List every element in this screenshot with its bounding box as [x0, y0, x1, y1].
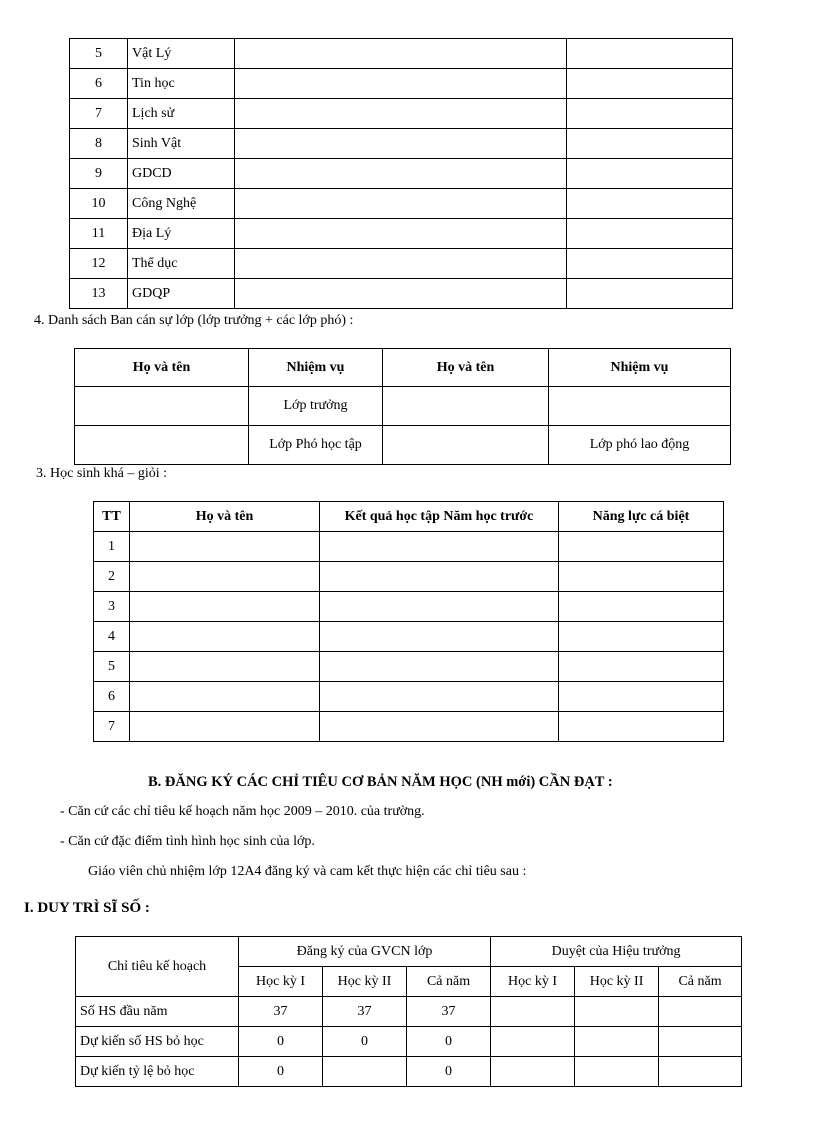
subject-name: Vật Lý: [128, 39, 235, 69]
subject-row: [70, 219, 733, 249]
class-size-value: [575, 997, 659, 1027]
officers-header-name-2: Họ và tên: [383, 349, 549, 387]
student-cell: [559, 652, 724, 682]
class-size-value: 0: [239, 1057, 323, 1087]
class-size-row: [76, 997, 742, 1027]
plan-header: Chỉ tiêu kế hoạch: [76, 937, 239, 997]
student-cell: [320, 712, 559, 742]
subject-name: GDQP: [128, 279, 235, 309]
student-row: [94, 652, 724, 682]
officers-header-duty-2: Nhiệm vụ: [549, 349, 731, 387]
class-size-value: 37: [239, 997, 323, 1027]
class-size-value: 0: [407, 1057, 491, 1087]
subject-row: [70, 159, 733, 189]
gvcn-group-header: Đăng ký của GVCN lớp: [239, 937, 491, 967]
subject-cell: [567, 279, 733, 309]
student-cell: [130, 682, 320, 712]
subject-cell: [235, 189, 567, 219]
class-size-label: Số HS đầu năm: [76, 997, 239, 1027]
subject-row: [70, 99, 733, 129]
subject-name: Tin học: [128, 69, 235, 99]
sub-header: Cả năm: [407, 967, 491, 997]
class-size-value: [491, 1027, 575, 1057]
subject-cell: [235, 159, 567, 189]
students-header-result: Kết quả học tập Năm học trước: [320, 502, 559, 532]
officers-cell: [383, 426, 549, 465]
section-i-heading: I. DUY TRÌ SĨ SỐ :: [24, 900, 150, 916]
class-size-value: 0: [323, 1027, 407, 1057]
principal-group-header: Duyệt của Hiệu trưởng: [491, 937, 742, 967]
student-number: 7: [94, 712, 130, 742]
subject-cell: [567, 189, 733, 219]
student-cell: [559, 532, 724, 562]
class-size-row: [76, 1027, 742, 1057]
part-b-title: B. ĐĂNG KÝ CÁC CHỈ TIÊU CƠ BẢN NĂM HỌC (NH mới) CẦN ĐẠT :: [148, 774, 613, 790]
section-4-heading: 4. Danh sách Ban cán sự lớp (lớp trưởng + các lớp phó) :: [34, 313, 354, 328]
subject-cell: [567, 39, 733, 69]
subject-row: [70, 39, 733, 69]
subject-row: [70, 279, 733, 309]
student-row: [94, 592, 724, 622]
class-size-value: [575, 1027, 659, 1057]
student-cell: [130, 592, 320, 622]
subject-cell: [567, 69, 733, 99]
officers-cell: [75, 426, 249, 465]
subject-number: 11: [70, 219, 128, 249]
subject-name: Thể dục: [128, 249, 235, 279]
subject-number: 5: [70, 39, 128, 69]
part-b-line-2: - Căn cứ đặc điểm tình hình học sinh của lớp.: [60, 834, 315, 849]
student-number: 6: [94, 682, 130, 712]
class-size-value: [659, 997, 742, 1027]
subject-name: Lịch sử: [128, 99, 235, 129]
student-cell: [559, 682, 724, 712]
subject-number: 13: [70, 279, 128, 309]
class-size-row: [76, 1057, 742, 1087]
class-size-value: [491, 997, 575, 1027]
student-cell: [320, 682, 559, 712]
student-cell: [320, 562, 559, 592]
section-3-heading: 3. Học sinh khá – giỏi :: [36, 466, 168, 481]
student-cell: [130, 532, 320, 562]
subject-number: 7: [70, 99, 128, 129]
student-cell: [320, 592, 559, 622]
subject-number: 10: [70, 189, 128, 219]
student-row: [94, 562, 724, 592]
subject-number: 12: [70, 249, 128, 279]
student-cell: [130, 652, 320, 682]
class-size-value: [491, 1057, 575, 1087]
officers-header-name-1: Họ và tên: [75, 349, 249, 387]
subjects-table: [69, 38, 733, 309]
class-size-value: [659, 1057, 742, 1087]
student-cell: [320, 652, 559, 682]
subject-row: [70, 249, 733, 279]
student-cell: [559, 712, 724, 742]
subject-cell: [567, 99, 733, 129]
subject-cell: [235, 69, 567, 99]
officers-cell: [383, 387, 549, 426]
subject-cell: [567, 129, 733, 159]
subject-cell: [567, 249, 733, 279]
subject-name: Công Nghệ: [128, 189, 235, 219]
students-header-name: Họ và tên: [130, 502, 320, 532]
class-size-value: 0: [407, 1027, 491, 1057]
officers-cell: Lớp phó lao động: [549, 426, 731, 465]
student-cell: [130, 712, 320, 742]
student-number: 4: [94, 622, 130, 652]
student-row: [94, 712, 724, 742]
subject-cell: [235, 219, 567, 249]
student-cell: [559, 622, 724, 652]
part-b-line-1: - Căn cứ các chỉ tiêu kế hoạch năm học 2009 – 2010. của trường.: [60, 804, 425, 819]
students-header-ability: Năng lực cá biệt: [559, 502, 724, 532]
subject-cell: [235, 129, 567, 159]
student-cell: [320, 622, 559, 652]
class-size-label: Dự kiến số HS bỏ học: [76, 1027, 239, 1057]
class-size-value: [575, 1057, 659, 1087]
student-row: [94, 532, 724, 562]
class-size-value: 0: [239, 1027, 323, 1057]
class-size-value: 37: [323, 997, 407, 1027]
student-number: 2: [94, 562, 130, 592]
students-header-tt: TT: [94, 502, 130, 532]
subject-cell: [567, 219, 733, 249]
student-cell: [559, 562, 724, 592]
subject-name: Sinh Vật: [128, 129, 235, 159]
student-row: [94, 622, 724, 652]
class-size-value: [659, 1027, 742, 1057]
officers-cell: Lớp Phó học tập: [249, 426, 383, 465]
class-officers-table: [74, 348, 731, 465]
good-students-table: [93, 501, 724, 742]
student-cell: [559, 592, 724, 622]
subject-cell: [235, 39, 567, 69]
subject-name: GDCD: [128, 159, 235, 189]
sub-header: Học kỳ I: [491, 967, 575, 997]
subject-cell: [567, 159, 733, 189]
student-cell: [130, 562, 320, 592]
subject-number: 8: [70, 129, 128, 159]
officers-cell: Lớp trưởng: [249, 387, 383, 426]
subject-cell: [235, 99, 567, 129]
student-row: [94, 682, 724, 712]
sub-header: Học kỳ II: [323, 967, 407, 997]
class-size-label: Dự kiến tỷ lệ bỏ học: [76, 1057, 239, 1087]
subject-row: [70, 129, 733, 159]
subject-number: 6: [70, 69, 128, 99]
sub-header: Cả năm: [659, 967, 742, 997]
student-cell: [320, 532, 559, 562]
officers-cell: [75, 387, 249, 426]
officers-cell: [549, 387, 731, 426]
student-cell: [130, 622, 320, 652]
subject-name: Địa Lý: [128, 219, 235, 249]
student-number: 3: [94, 592, 130, 622]
class-size-value: 37: [407, 997, 491, 1027]
class-size-value: [323, 1057, 407, 1087]
officers-header-duty-1: Nhiệm vụ: [249, 349, 383, 387]
subject-number: 9: [70, 159, 128, 189]
class-size-table: [75, 936, 742, 1087]
subject-cell: [235, 279, 567, 309]
subject-cell: [235, 249, 567, 279]
subject-row: [70, 69, 733, 99]
sub-header: Học kỳ I: [239, 967, 323, 997]
subject-row: [70, 189, 733, 219]
student-number: 5: [94, 652, 130, 682]
sub-header: Học kỳ II: [575, 967, 659, 997]
student-number: 1: [94, 532, 130, 562]
part-b-line-3: Giáo viên chủ nhiệm lớp 12A4 đăng ký và cam kết thực hiện các chỉ tiêu sau :: [88, 864, 527, 879]
